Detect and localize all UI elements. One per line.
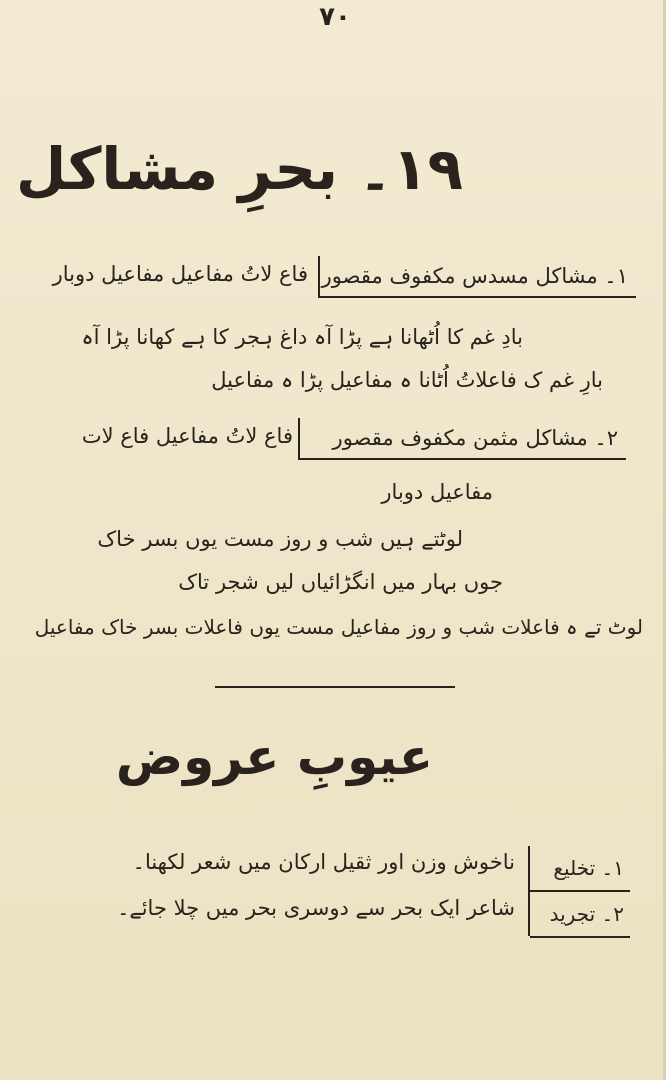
scansion-line-2: لوٹ تے ہ فاعلات شب و روز مفاعیل مست یوں فاعلات بسر خاک مفاعیل: [34, 615, 643, 639]
meter-scansion-1: فاع لاتُ مفاعیل مفاعیل دوبار: [52, 262, 308, 286]
meter-label-2: ۲۔ مشاکل مثمن مکفوف مقصور: [298, 418, 626, 460]
defect-term: ۲۔ تجرید: [530, 892, 630, 938]
defect-term: ۱۔ تخلیع: [530, 846, 630, 892]
defect-definition: شاعر ایک بحر سے دوسری بحر میں چلا جائے۔: [117, 896, 515, 920]
verse-2a: لوٹتے ہیں شب و روز مست یوں بسر خاک: [97, 527, 463, 551]
page-number: ۷۰: [319, 2, 351, 32]
defects-term-column: [528, 846, 630, 936]
divider-rule: [215, 686, 455, 688]
verse-2b: جوں بہار میں انگڑائیاں لیں شجر تاک: [178, 570, 503, 594]
section-heading: ۱۹۔ بحرِ مشاکل: [15, 135, 463, 203]
section-heading-2: عیوبِ عروض: [115, 728, 433, 786]
defect-definition: ناخوش وزن اور ثقیل ارکان میں شعر لکھنا۔: [132, 850, 515, 874]
meter-scansion-2b: مفاعیل دوبار: [381, 480, 493, 504]
verse-1: بادِ غم کا اُٹھانا ہے پڑا آہ داغ ہجر کا ہے کھانا پڑا آہ: [81, 325, 523, 349]
meter-scansion-2: فاع لاتُ مفاعیل فاع لات: [81, 424, 293, 448]
scansion-line-1: بارِ غم ک فاعلاتُ اُٹانا ہ مفاعیل پڑا ہ مفاعیل: [211, 368, 603, 392]
meter-label-1: ۱۔ مشاکل مسدس مکفوف مقصور: [318, 256, 636, 298]
